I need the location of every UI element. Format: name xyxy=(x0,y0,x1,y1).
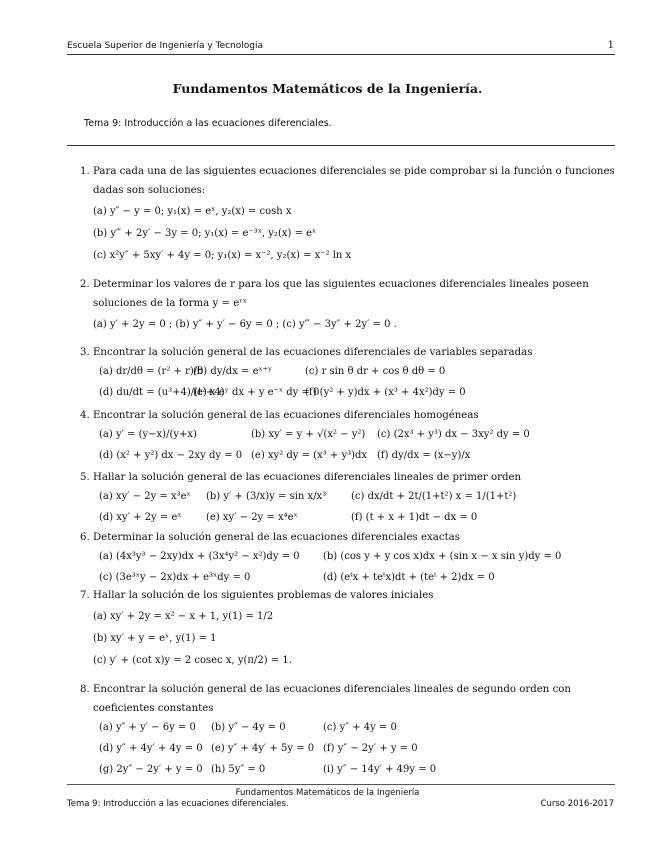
exercise-5 xyxy=(80,468,615,529)
item: (b) y″ − 4y = 0 xyxy=(211,722,286,733)
item: (g) 2y″ − 2y′ + y = 0 xyxy=(99,764,203,775)
item: (a) y″ − y = 0; y₁(x) = eˣ, y₂(x) = cosh x xyxy=(93,206,292,217)
item: (d) (eᵗx + teᵗx)dt + (teᵗ + 2)dx = 0 xyxy=(323,572,495,583)
item: (c) (3e³ˣy − 2x)dx + e³ˣdy = 0 xyxy=(99,572,251,583)
item: (a) y′ = (y−x)/(y+x) xyxy=(99,429,197,440)
exercise-text: Encontrar la solución general de las ecuaciones diferenciales homogéneas xyxy=(93,410,479,421)
item: (a) dr/dθ = (r² + r)/θ xyxy=(99,366,204,377)
item: (a) xy′ − 2y = x³eˣ xyxy=(99,491,191,502)
item: (c) r sin θ dr + cos θ dθ = 0 xyxy=(305,366,446,377)
exercise-number: 5. xyxy=(80,472,90,483)
header-rule xyxy=(67,54,615,55)
item: (f) y″ − 2y′ + y = 0 xyxy=(323,743,418,754)
exercise-number: 4. xyxy=(80,410,90,421)
exercise-1 xyxy=(80,162,615,268)
item-row xyxy=(93,425,615,446)
item: (b) y‴ + 2y′ − 3y = 0; y₁(x) = e⁻³ˣ, y₂(x) = eˣ xyxy=(93,228,317,239)
item: (f) dy/dx = (x−y)/x xyxy=(377,450,471,461)
item: (c) y′ + (cot x)y = 2 cosec x, y(π/2) = 1. xyxy=(93,655,292,666)
exercise-7 xyxy=(80,586,615,673)
item: (h) 5y″ = 0 xyxy=(211,764,266,775)
item: (c) (2x³ + y³) dx − 3xy² dy = 0 xyxy=(377,429,530,440)
item: (b) xy′ = y + √(x² − y²) xyxy=(251,429,366,440)
exercise-2 xyxy=(80,275,615,337)
item: (i) y″ − 14y′ + 49y = 0 xyxy=(323,764,437,775)
item: (f) (y² + y)dx + (x³ + 4x²)dy = 0 xyxy=(305,387,466,398)
exercise-text: Encontrar la solución general de las ecuaciones diferenciales de variables separadas xyxy=(93,347,533,358)
exercise-number: 3. xyxy=(80,347,90,358)
exercise-number: 6. xyxy=(80,532,90,543)
footer-topic: Tema 9: Introducción a las ecuaciones diferenciales. xyxy=(67,799,289,809)
item: (a) xy′ + 2y = x² − x + 1, y(1) = 1/2 xyxy=(93,611,274,622)
item-row xyxy=(93,547,615,568)
exercise-3 xyxy=(80,343,615,404)
exercise-items xyxy=(93,315,615,337)
footer-course: Fundamentos Matemáticos de la Ingeniería xyxy=(235,788,420,798)
item: (d) xy′ + 2y = eˣ xyxy=(99,512,182,523)
exercise-text: Determinar la solución general de las ecuaciones diferenciales exactas xyxy=(93,532,460,543)
exercise-items xyxy=(93,202,615,268)
item-row xyxy=(93,383,615,404)
footer-year: Curso 2016-2017 xyxy=(540,799,614,809)
exercise-8 xyxy=(80,680,615,781)
header-page-number: 1 xyxy=(607,40,614,51)
item: (d) (x² + y²) dx − 2xy dy = 0 xyxy=(99,450,243,461)
item: (e) x eʸ dx + y e⁻ˣ dy = 0 xyxy=(193,387,320,398)
exercise-number: 1. xyxy=(80,166,90,177)
footer-rule xyxy=(67,784,615,785)
exercise-text: Hallar la solución de los siguientes problemas de valores iniciales xyxy=(93,590,434,601)
title-rule xyxy=(67,145,615,146)
item: (d) y″ + 4y′ + 4y = 0 xyxy=(99,743,203,754)
item-row xyxy=(93,508,615,529)
exercise-text: Determinar los valores de r para los que las siguientes ecuaciones diferenciales lineales poseen soluciones de la forma y = eʳˣ xyxy=(93,279,589,309)
exercise-number: 2. xyxy=(80,279,90,290)
item: (e) xy′ − 2y = x⁴eˣ xyxy=(206,512,298,523)
item: (e) y″ + 4y′ + 5y = 0 xyxy=(211,743,315,754)
exercise-4 xyxy=(80,406,615,467)
item: (f) (t + x + 1)dt − dx = 0 xyxy=(351,512,478,523)
item: (a) (4x³y³ − 2xy)dx + (3x⁴y² − x²)dy = 0 xyxy=(99,551,300,562)
document-subtitle: Tema 9: Introducción a las ecuaciones diferenciales. xyxy=(84,118,332,129)
item-row xyxy=(93,446,615,467)
exercise-text: Hallar la solución general de las ecuaciones diferenciales lineales de primer orden xyxy=(93,472,522,483)
item: (b) xy′ + y = eˣ, y(1) = 1 xyxy=(93,633,217,644)
item-row xyxy=(93,760,615,781)
item: (a) y′ + 2y = 0 ; (b) y″ + y′ − 6y = 0 ; (c) y‴ − 3y″ + 2y′ = 0 . xyxy=(93,319,397,330)
item-row xyxy=(93,487,615,508)
item: (b) (cos y + y cos x)dx + (sin x − x sin y)dy = 0 xyxy=(323,551,562,562)
exercise-text: Encontrar la solución general de las ecuaciones diferenciales lineales de segundo orden con coeficientes constantes xyxy=(93,684,571,714)
item: (a) y″ + y′ − 6y = 0 xyxy=(99,722,196,733)
item: (e) xy² dy = (x³ + y³)dx xyxy=(251,450,368,461)
item-row xyxy=(93,739,615,760)
item: (c) x²y″ + 5xy′ + 4y = 0; y₁(x) = x⁻², y₂(x) = x⁻² ln x xyxy=(93,250,352,261)
header-institution: Escuela Superior de Ingeniería y Tecnología xyxy=(67,41,264,51)
item: (c) dx/dt + 2t/(1+t²) x = 1/(1+t²) xyxy=(351,491,517,502)
exercise-text: Para cada una de las siguientes ecuaciones diferenciales se pide comprobar si la función o funciones dadas son soluciones: xyxy=(93,166,615,196)
item: (b) y′ + (3/x)y = sin x/x³ xyxy=(206,491,327,502)
document-title: Fundamentos Matemáticos de la Ingeniería. xyxy=(172,81,483,96)
exercise-number: 7. xyxy=(80,590,90,601)
exercise-6 xyxy=(80,528,615,589)
item: (b) dy/dx = eˣ⁺ʸ xyxy=(193,366,273,377)
item: (c) y″ + 4y = 0 xyxy=(323,722,397,733)
item: (d) du/dt = (u³+4)/(t²+4) xyxy=(99,387,225,398)
item-row xyxy=(93,718,615,739)
exercise-items xyxy=(93,607,615,673)
exercise-number: 8. xyxy=(80,684,90,695)
item-row xyxy=(93,362,615,383)
